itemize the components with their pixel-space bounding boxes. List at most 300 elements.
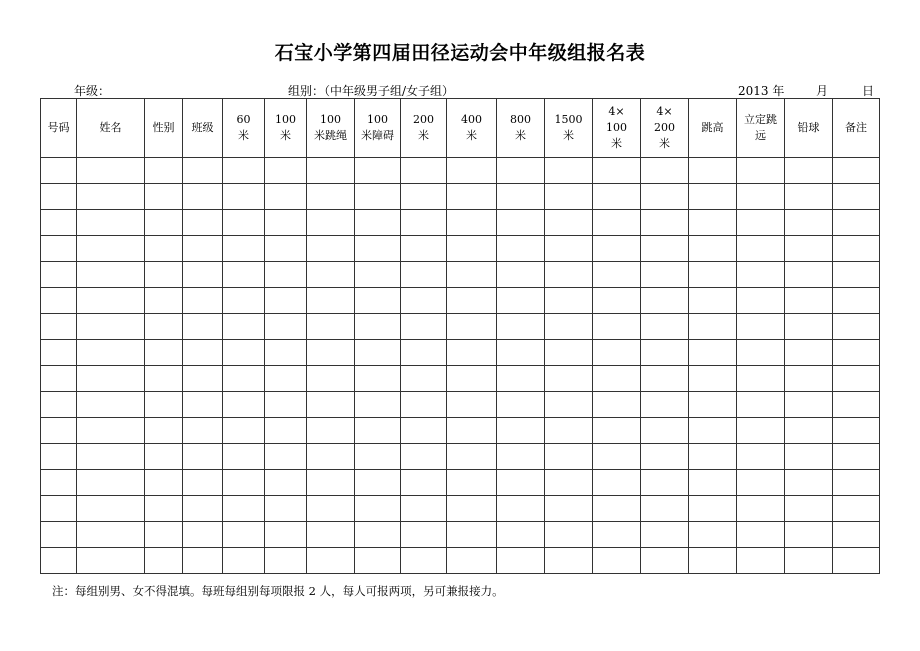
cell-name[interactable] [77, 444, 145, 470]
cell-100m-hurdles[interactable] [355, 262, 401, 288]
cell-100m-hurdles[interactable] [355, 470, 401, 496]
cell-number[interactable] [41, 392, 77, 418]
cell-200m[interactable] [401, 418, 447, 444]
cell-number[interactable] [41, 210, 77, 236]
cell-100m-hurdles[interactable] [355, 288, 401, 314]
cell-60m[interactable] [223, 288, 265, 314]
cell-100m-rope[interactable] [307, 444, 355, 470]
cell-100m[interactable] [265, 522, 307, 548]
cell-standing-long-jump[interactable] [737, 496, 785, 522]
cell-4x100m[interactable] [593, 158, 641, 184]
cell-shot-put[interactable] [785, 366, 833, 392]
cell-100m-hurdles[interactable] [355, 418, 401, 444]
cell-1500m[interactable] [545, 548, 593, 574]
cell-800m[interactable] [497, 392, 545, 418]
cell-number[interactable] [41, 366, 77, 392]
cell-1500m[interactable] [545, 314, 593, 340]
cell-name[interactable] [77, 418, 145, 444]
cell-4x200m[interactable] [641, 340, 689, 366]
cell-name[interactable] [77, 522, 145, 548]
cell-100m-hurdles[interactable] [355, 340, 401, 366]
cell-4x200m[interactable] [641, 262, 689, 288]
cell-100m-hurdles[interactable] [355, 236, 401, 262]
cell-1500m[interactable] [545, 184, 593, 210]
cell-100m-hurdles[interactable] [355, 496, 401, 522]
cell-100m-rope[interactable] [307, 210, 355, 236]
cell-60m[interactable] [223, 444, 265, 470]
cell-name[interactable] [77, 314, 145, 340]
cell-100m-rope[interactable] [307, 314, 355, 340]
cell-remarks[interactable] [833, 444, 880, 470]
cell-high-jump[interactable] [689, 158, 737, 184]
cell-800m[interactable] [497, 444, 545, 470]
cell-class[interactable] [183, 366, 223, 392]
cell-high-jump[interactable] [689, 340, 737, 366]
cell-4x100m[interactable] [593, 392, 641, 418]
cell-1500m[interactable] [545, 288, 593, 314]
cell-200m[interactable] [401, 392, 447, 418]
cell-high-jump[interactable] [689, 288, 737, 314]
cell-number[interactable] [41, 236, 77, 262]
cell-200m[interactable] [401, 210, 447, 236]
column-header-remarks [833, 99, 880, 158]
cell-high-jump[interactable] [689, 262, 737, 288]
cell-400m[interactable] [447, 496, 497, 522]
cell-gender[interactable] [145, 236, 183, 262]
cell-gender[interactable] [145, 470, 183, 496]
cell-100m[interactable] [265, 184, 307, 210]
cell-high-jump[interactable] [689, 418, 737, 444]
cell-4x200m[interactable] [641, 236, 689, 262]
cell-100m-rope[interactable] [307, 470, 355, 496]
cell-400m[interactable] [447, 444, 497, 470]
cell-4x200m[interactable] [641, 496, 689, 522]
cell-class[interactable] [183, 314, 223, 340]
cell-remarks[interactable] [833, 262, 880, 288]
cell-4x200m[interactable] [641, 184, 689, 210]
cell-1500m[interactable] [545, 236, 593, 262]
cell-800m[interactable] [497, 262, 545, 288]
cell-shot-put[interactable] [785, 262, 833, 288]
cell-gender[interactable] [145, 418, 183, 444]
cell-name[interactable] [77, 496, 145, 522]
cell-4x200m[interactable] [641, 522, 689, 548]
column-header-line: 铅球 [797, 121, 820, 134]
cell-800m[interactable] [497, 470, 545, 496]
cell-class[interactable] [183, 548, 223, 574]
cell-name[interactable] [77, 548, 145, 574]
cell-400m[interactable] [447, 184, 497, 210]
cell-number[interactable] [41, 522, 77, 548]
cell-800m[interactable] [497, 288, 545, 314]
cell-standing-long-jump[interactable] [737, 288, 785, 314]
cell-1500m[interactable] [545, 366, 593, 392]
cell-1500m[interactable] [545, 340, 593, 366]
cell-class[interactable] [183, 522, 223, 548]
cell-shot-put[interactable] [785, 314, 833, 340]
cell-100m[interactable] [265, 314, 307, 340]
table-row [41, 262, 880, 288]
cell-gender[interactable] [145, 366, 183, 392]
cell-name[interactable] [77, 340, 145, 366]
cell-number[interactable] [41, 548, 77, 574]
cell-100m-hurdles[interactable] [355, 392, 401, 418]
cell-800m[interactable] [497, 210, 545, 236]
cell-100m-rope[interactable] [307, 158, 355, 184]
cell-800m[interactable] [497, 496, 545, 522]
cell-gender[interactable] [145, 522, 183, 548]
cell-100m[interactable] [265, 158, 307, 184]
cell-4x100m[interactable] [593, 496, 641, 522]
cell-remarks[interactable] [833, 418, 880, 444]
cell-class[interactable] [183, 184, 223, 210]
cell-4x200m[interactable] [641, 418, 689, 444]
cell-standing-long-jump[interactable] [737, 210, 785, 236]
cell-class[interactable] [183, 210, 223, 236]
cell-200m[interactable] [401, 262, 447, 288]
cell-200m[interactable] [401, 340, 447, 366]
cell-100m-hurdles[interactable] [355, 366, 401, 392]
cell-standing-long-jump[interactable] [737, 418, 785, 444]
cell-400m[interactable] [447, 548, 497, 574]
cell-gender[interactable] [145, 158, 183, 184]
column-header-line: 200 [654, 121, 675, 134]
cell-4x200m[interactable] [641, 548, 689, 574]
cell-4x200m[interactable] [641, 392, 689, 418]
cell-100m[interactable] [265, 392, 307, 418]
cell-100m-rope[interactable] [307, 184, 355, 210]
cell-remarks[interactable] [833, 210, 880, 236]
cell-shot-put[interactable] [785, 158, 833, 184]
cell-standing-long-jump[interactable] [737, 236, 785, 262]
cell-high-jump[interactable] [689, 236, 737, 262]
cell-4x100m[interactable] [593, 236, 641, 262]
cell-remarks[interactable] [833, 548, 880, 574]
cell-800m[interactable] [497, 184, 545, 210]
cell-60m[interactable] [223, 158, 265, 184]
cell-name[interactable] [77, 392, 145, 418]
cell-remarks[interactable] [833, 158, 880, 184]
cell-standing-long-jump[interactable] [737, 470, 785, 496]
cell-100m[interactable] [265, 262, 307, 288]
cell-4x100m[interactable] [593, 366, 641, 392]
cell-name[interactable] [77, 158, 145, 184]
cell-100m[interactable] [265, 340, 307, 366]
cell-remarks[interactable] [833, 236, 880, 262]
cell-number[interactable] [41, 288, 77, 314]
cell-800m[interactable] [497, 418, 545, 444]
cell-100m[interactable] [265, 418, 307, 444]
cell-high-jump[interactable] [689, 522, 737, 548]
cell-high-jump[interactable] [689, 444, 737, 470]
column-header-line: 100 [320, 113, 341, 126]
cell-remarks[interactable] [833, 392, 880, 418]
cell-shot-put[interactable] [785, 444, 833, 470]
cell-200m[interactable] [401, 496, 447, 522]
cell-remarks[interactable] [833, 340, 880, 366]
cell-shot-put[interactable] [785, 288, 833, 314]
cell-gender[interactable] [145, 496, 183, 522]
cell-class[interactable] [183, 288, 223, 314]
table-row [41, 366, 880, 392]
cell-shot-put[interactable] [785, 184, 833, 210]
cell-200m[interactable] [401, 314, 447, 340]
cell-200m[interactable] [401, 158, 447, 184]
cell-remarks[interactable] [833, 470, 880, 496]
cell-class[interactable] [183, 340, 223, 366]
cell-100m-hurdles[interactable] [355, 548, 401, 574]
cell-200m[interactable] [401, 236, 447, 262]
cell-name[interactable] [77, 470, 145, 496]
cell-number[interactable] [41, 496, 77, 522]
cell-remarks[interactable] [833, 522, 880, 548]
form-title: 石宝小学第四届田径运动会中年级组报名表 [274, 42, 646, 64]
cell-4x100m[interactable] [593, 444, 641, 470]
cell-400m[interactable] [447, 210, 497, 236]
cell-standing-long-jump[interactable] [737, 444, 785, 470]
column-header-line: 备注 [845, 121, 867, 134]
cell-gender[interactable] [145, 288, 183, 314]
cell-gender[interactable] [145, 444, 183, 470]
cell-standing-long-jump[interactable] [737, 340, 785, 366]
cell-4x100m[interactable] [593, 210, 641, 236]
cell-name[interactable] [77, 366, 145, 392]
cell-400m[interactable] [447, 314, 497, 340]
cell-60m[interactable] [223, 496, 265, 522]
cell-60m[interactable] [223, 418, 265, 444]
cell-number[interactable] [41, 184, 77, 210]
cell-800m[interactable] [497, 548, 545, 574]
cell-4x100m[interactable] [593, 522, 641, 548]
cell-remarks[interactable] [833, 184, 880, 210]
cell-100m-rope[interactable] [307, 288, 355, 314]
cell-100m-rope[interactable] [307, 522, 355, 548]
cell-4x100m[interactable] [593, 262, 641, 288]
cell-4x200m[interactable] [641, 314, 689, 340]
cell-800m[interactable] [497, 340, 545, 366]
cell-4x100m[interactable] [593, 548, 641, 574]
cell-400m[interactable] [447, 158, 497, 184]
cell-gender[interactable] [145, 340, 183, 366]
column-header-class [183, 99, 223, 158]
cell-name[interactable] [77, 288, 145, 314]
cell-60m[interactable] [223, 392, 265, 418]
cell-100m-rope[interactable] [307, 418, 355, 444]
cell-gender[interactable] [145, 314, 183, 340]
cell-200m[interactable] [401, 444, 447, 470]
cell-high-jump[interactable] [689, 496, 737, 522]
cell-standing-long-jump[interactable] [737, 366, 785, 392]
cell-100m-rope[interactable] [307, 496, 355, 522]
cell-800m[interactable] [497, 314, 545, 340]
cell-class[interactable] [183, 262, 223, 288]
cell-400m[interactable] [447, 418, 497, 444]
cell-60m[interactable] [223, 340, 265, 366]
cell-4x100m[interactable] [593, 288, 641, 314]
cell-100m-rope[interactable] [307, 236, 355, 262]
cell-shot-put[interactable] [785, 496, 833, 522]
column-header-line: 姓名 [99, 121, 122, 134]
cell-60m[interactable] [223, 548, 265, 574]
cell-100m[interactable] [265, 366, 307, 392]
cell-4x200m[interactable] [641, 366, 689, 392]
cell-200m[interactable] [401, 470, 447, 496]
cell-400m[interactable] [447, 470, 497, 496]
cell-100m[interactable] [265, 236, 307, 262]
cell-1500m[interactable] [545, 444, 593, 470]
cell-high-jump[interactable] [689, 548, 737, 574]
cell-4x200m[interactable] [641, 158, 689, 184]
cell-1500m[interactable] [545, 392, 593, 418]
cell-60m[interactable] [223, 184, 265, 210]
cell-shot-put[interactable] [785, 210, 833, 236]
cell-1500m[interactable] [545, 522, 593, 548]
cell-4x100m[interactable] [593, 418, 641, 444]
cell-60m[interactable] [223, 522, 265, 548]
cell-100m-hurdles[interactable] [355, 522, 401, 548]
cell-standing-long-jump[interactable] [737, 262, 785, 288]
cell-standing-long-jump[interactable] [737, 184, 785, 210]
cell-400m[interactable] [447, 236, 497, 262]
cell-shot-put[interactable] [785, 392, 833, 418]
cell-remarks[interactable] [833, 314, 880, 340]
cell-high-jump[interactable] [689, 184, 737, 210]
cell-100m-hurdles[interactable] [355, 210, 401, 236]
cell-name[interactable] [77, 236, 145, 262]
cell-800m[interactable] [497, 236, 545, 262]
cell-class[interactable] [183, 236, 223, 262]
cell-1500m[interactable] [545, 496, 593, 522]
cell-100m[interactable] [265, 496, 307, 522]
cell-shot-put[interactable] [785, 548, 833, 574]
cell-100m-rope[interactable] [307, 262, 355, 288]
cell-1500m[interactable] [545, 262, 593, 288]
cell-100m-hurdles[interactable] [355, 444, 401, 470]
cell-number[interactable] [41, 340, 77, 366]
cell-gender[interactable] [145, 184, 183, 210]
cell-shot-put[interactable] [785, 522, 833, 548]
cell-standing-long-jump[interactable] [737, 548, 785, 574]
cell-200m[interactable] [401, 366, 447, 392]
cell-100m-hurdles[interactable] [355, 314, 401, 340]
cell-number[interactable] [41, 262, 77, 288]
cell-high-jump[interactable] [689, 470, 737, 496]
cell-1500m[interactable] [545, 158, 593, 184]
cell-4x200m[interactable] [641, 210, 689, 236]
cell-4x200m[interactable] [641, 444, 689, 470]
cell-200m[interactable] [401, 288, 447, 314]
cell-high-jump[interactable] [689, 314, 737, 340]
cell-shot-put[interactable] [785, 236, 833, 262]
cell-60m[interactable] [223, 470, 265, 496]
cell-4x100m[interactable] [593, 184, 641, 210]
cell-100m[interactable] [265, 288, 307, 314]
cell-800m[interactable] [497, 366, 545, 392]
cell-class[interactable] [183, 392, 223, 418]
column-header-4x100m [593, 99, 641, 158]
cell-4x100m[interactable] [593, 340, 641, 366]
cell-1500m[interactable] [545, 418, 593, 444]
cell-gender[interactable] [145, 210, 183, 236]
cell-class[interactable] [183, 418, 223, 444]
cell-name[interactable] [77, 210, 145, 236]
cell-shot-put[interactable] [785, 418, 833, 444]
cell-100m[interactable] [265, 444, 307, 470]
cell-remarks[interactable] [833, 496, 880, 522]
cell-100m-hurdles[interactable] [355, 158, 401, 184]
cell-1500m[interactable] [545, 470, 593, 496]
cell-remarks[interactable] [833, 288, 880, 314]
cell-class[interactable] [183, 444, 223, 470]
cell-200m[interactable] [401, 548, 447, 574]
cell-1500m[interactable] [545, 210, 593, 236]
cell-gender[interactable] [145, 262, 183, 288]
cell-high-jump[interactable] [689, 392, 737, 418]
cell-number[interactable] [41, 158, 77, 184]
cell-100m-rope[interactable] [307, 340, 355, 366]
cell-shot-put[interactable] [785, 340, 833, 366]
cell-standing-long-jump[interactable] [737, 314, 785, 340]
cell-gender[interactable] [145, 392, 183, 418]
cell-4x200m[interactable] [641, 470, 689, 496]
cell-60m[interactable] [223, 236, 265, 262]
cell-200m[interactable] [401, 184, 447, 210]
cell-800m[interactable] [497, 158, 545, 184]
cell-60m[interactable] [223, 314, 265, 340]
cell-4x100m[interactable] [593, 470, 641, 496]
cell-400m[interactable] [447, 340, 497, 366]
cell-class[interactable] [183, 470, 223, 496]
cell-standing-long-jump[interactable] [737, 392, 785, 418]
cell-400m[interactable] [447, 288, 497, 314]
cell-400m[interactable] [447, 392, 497, 418]
cell-number[interactable] [41, 444, 77, 470]
cell-100m-rope[interactable] [307, 548, 355, 574]
cell-400m[interactable] [447, 262, 497, 288]
cell-high-jump[interactable] [689, 210, 737, 236]
footnote: 注：每组别男、女不得混填。每班每组别每项限报 2 人，每人可报两项，另可兼报接力。 [52, 584, 504, 598]
cell-60m[interactable] [223, 262, 265, 288]
cell-400m[interactable] [447, 366, 497, 392]
cell-60m[interactable] [223, 366, 265, 392]
cell-number[interactable] [41, 470, 77, 496]
cell-number[interactable] [41, 314, 77, 340]
cell-name[interactable] [77, 184, 145, 210]
cell-60m[interactable] [223, 210, 265, 236]
cell-gender[interactable] [145, 548, 183, 574]
cell-standing-long-jump[interactable] [737, 158, 785, 184]
cell-100m-rope[interactable] [307, 392, 355, 418]
cell-number[interactable] [41, 418, 77, 444]
cell-100m-rope[interactable] [307, 366, 355, 392]
cell-name[interactable] [77, 262, 145, 288]
cell-remarks[interactable] [833, 366, 880, 392]
cell-high-jump[interactable] [689, 366, 737, 392]
cell-800m[interactable] [497, 522, 545, 548]
cell-100m[interactable] [265, 470, 307, 496]
cell-100m[interactable] [265, 548, 307, 574]
cell-class[interactable] [183, 496, 223, 522]
cell-100m-hurdles[interactable] [355, 184, 401, 210]
cell-4x200m[interactable] [641, 288, 689, 314]
cell-100m[interactable] [265, 210, 307, 236]
cell-400m[interactable] [447, 522, 497, 548]
cell-200m[interactable] [401, 522, 447, 548]
cell-4x100m[interactable] [593, 314, 641, 340]
cell-shot-put[interactable] [785, 470, 833, 496]
cell-standing-long-jump[interactable] [737, 522, 785, 548]
cell-class[interactable] [183, 158, 223, 184]
